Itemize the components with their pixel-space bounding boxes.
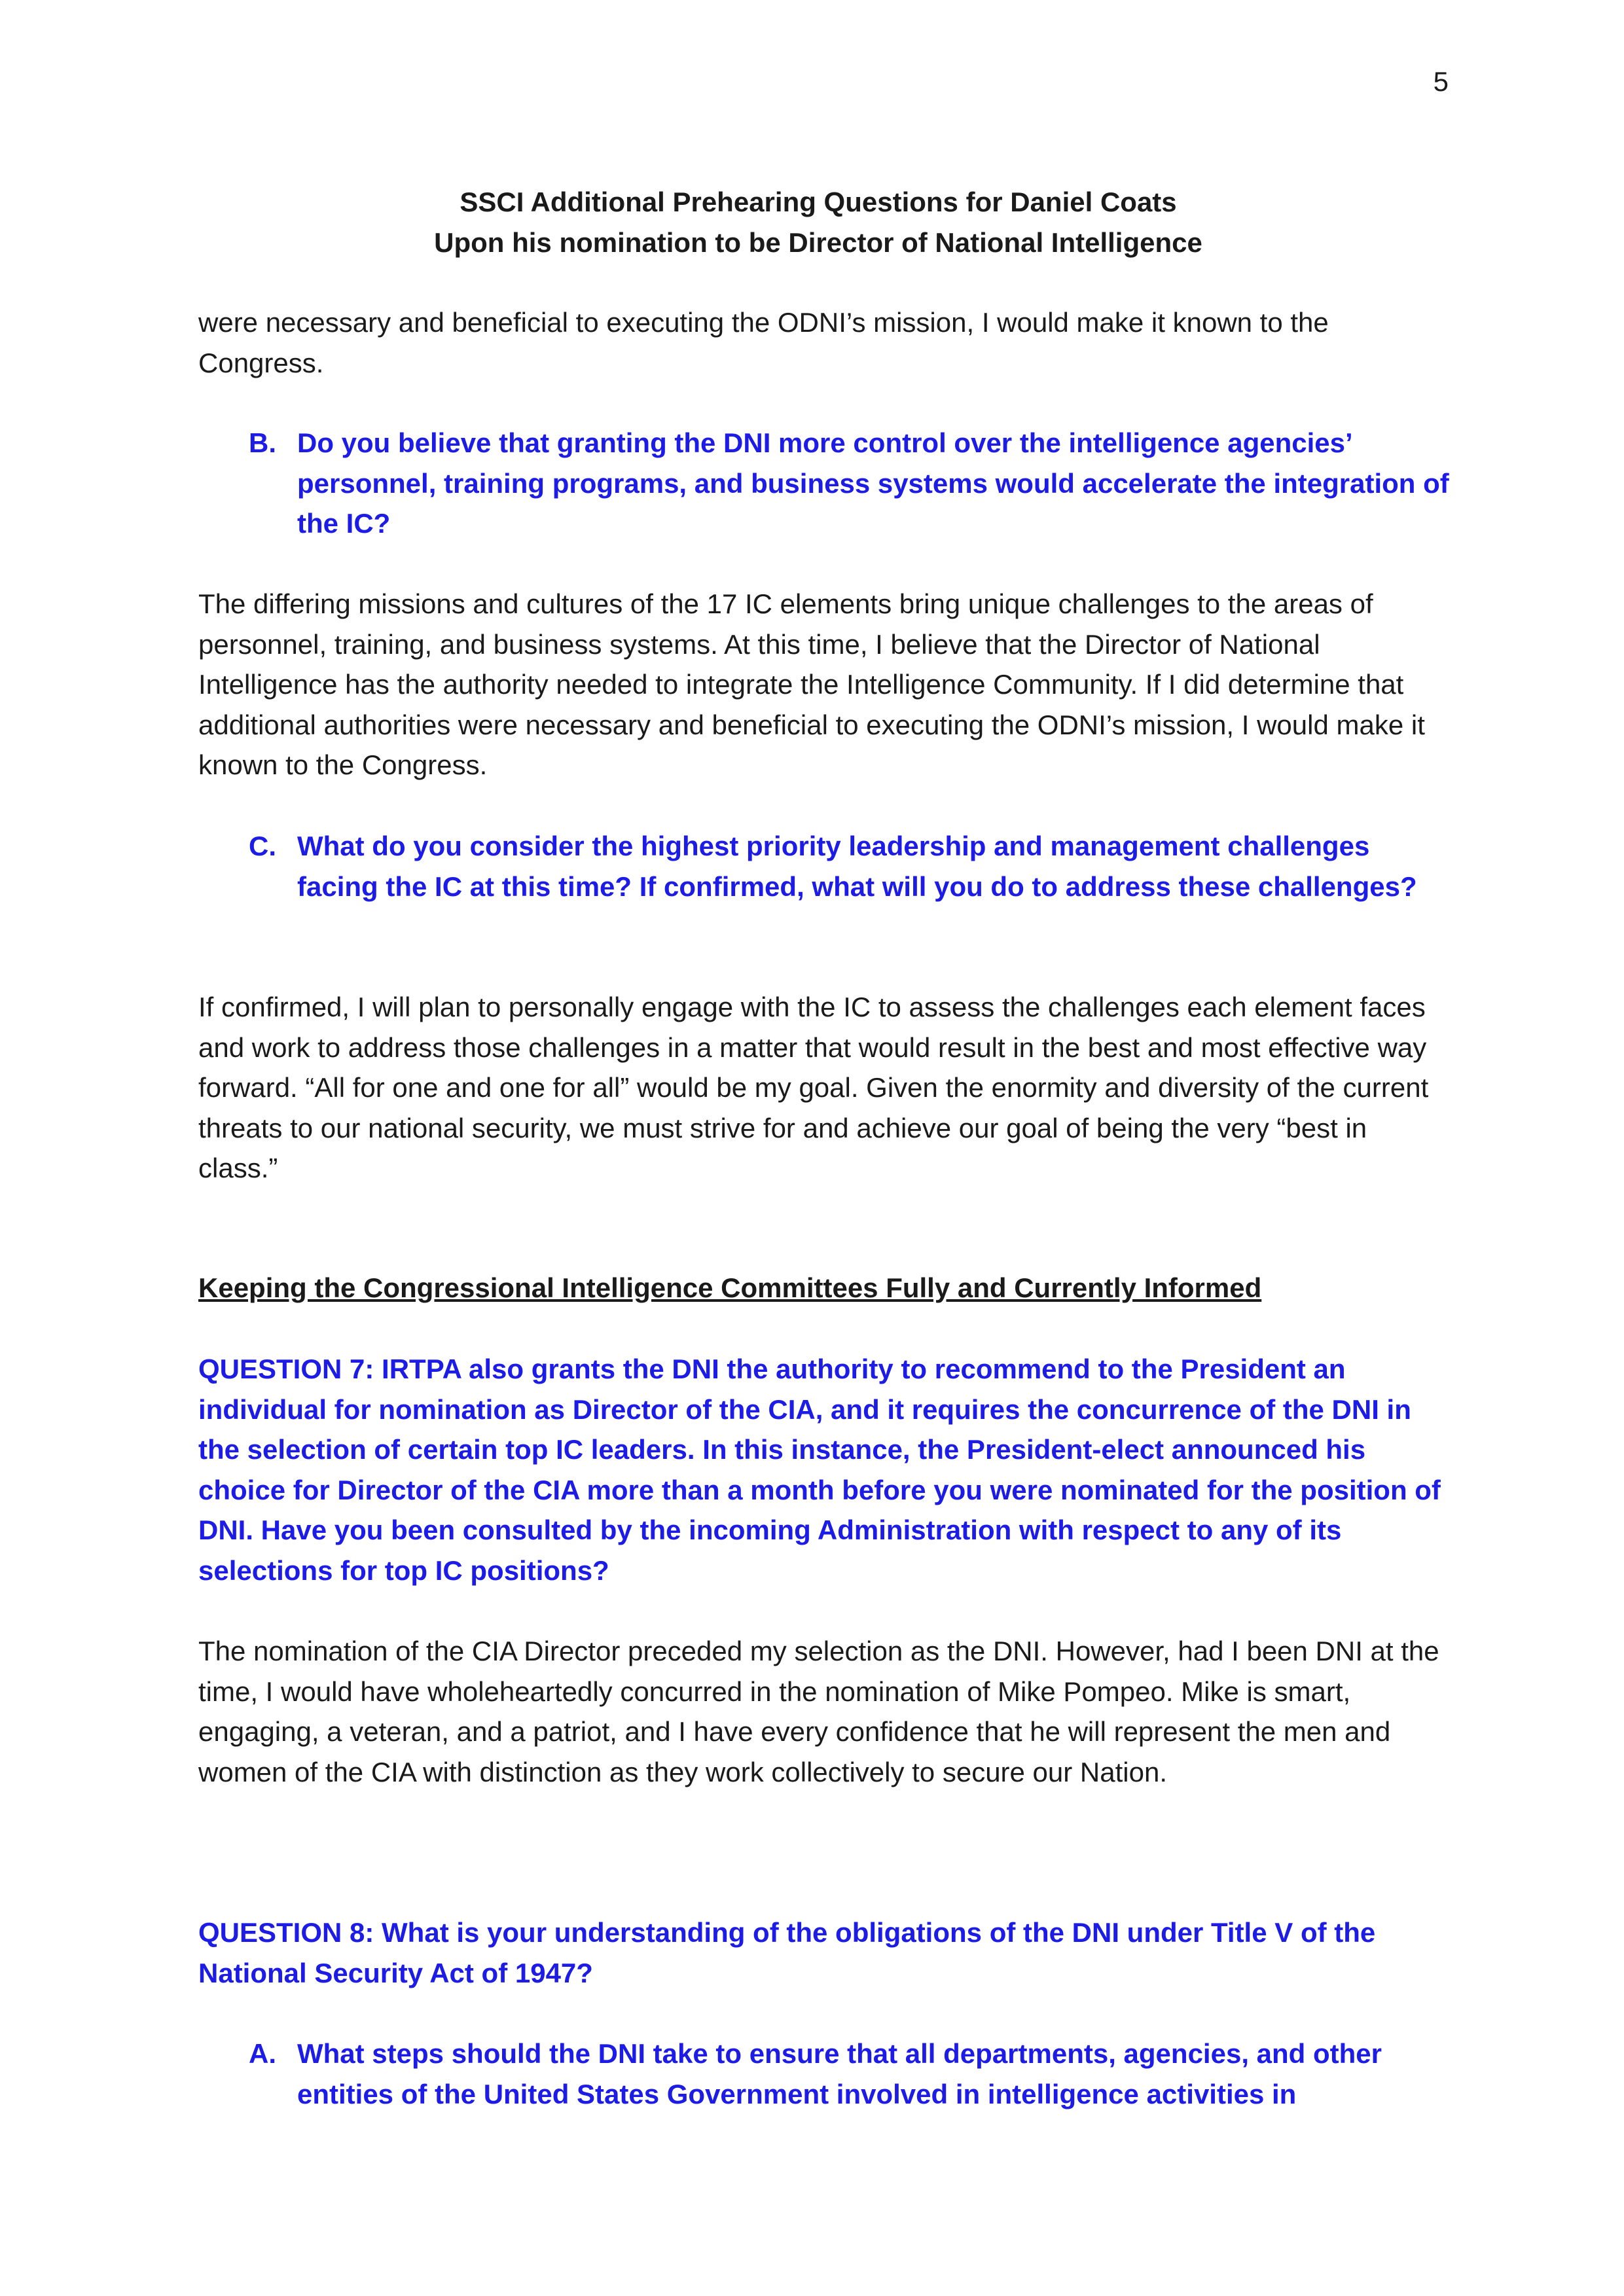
answer-7: The nomination of the CIA Director preceded my selection as the DNI. However, had I been DNI at the time, I would have wholeheartedly concurred in the nomination of Mike Pompeo. Mike is smart, engaging, a veteran, and a patriot, and I have every confidence that he will represent the men and women of the CIA with distinction as they work collectively to secure our Nation. xyxy=(198,1636,1439,1787)
question-8a-label: A. xyxy=(249,2038,276,2069)
question-8a-text: What steps should the DNI take to ensure that all departments, agencies, and other entities of the United States Government involved in intelligence activities in xyxy=(297,2038,1382,2109)
question-b-text: Do you believe that granting the DNI more control over the intelligence agencies’ personnel, training programs, and business systems would accelerate the integration of the IC? xyxy=(297,427,1449,539)
section-heading: Keeping the Congressional Intelligence Committees Fully and Currently Informed xyxy=(198,1272,1262,1303)
page-number: 5 xyxy=(1433,66,1449,97)
question-8a xyxy=(249,2034,1453,2114)
question-8: QUESTION 8: What is your understanding of the obligations of the DNI under Title V of the National Security Act of 1947? xyxy=(198,1917,1376,1988)
question-b-label: B. xyxy=(249,427,276,458)
question-b xyxy=(249,423,1453,544)
continuation-paragraph: were necessary and beneficial to executing the ODNI’s mission, I would make it known to the Congress. xyxy=(198,307,1329,378)
header-line-2: Upon his nomination to be Director of National Intelligence xyxy=(434,227,1202,258)
header-line-1: SSCI Additional Prehearing Questions for Daniel Coats xyxy=(460,187,1177,217)
document-header xyxy=(196,182,1440,263)
question-c xyxy=(249,826,1453,906)
question-c-label: C. xyxy=(249,831,276,861)
answer-b: The differing missions and cultures of the 17 IC elements bring unique challenges to the areas of personnel, training, and business systems. At this time, I believe that the Director of National Intelligence has the authority needed to integrate the Intelligence Community. If I did determine that additional authorities were necessary and beneficial to executing the ODNI’s mission, I would make it known to the Congress. xyxy=(198,588,1425,780)
question-7: QUESTION 7: IRTPA also grants the DNI the authority to recommend to the President an individual for nomination as Director of the CIA, and it requires the concurrence of the DNI in the selection of certain top IC leaders. In this instance, the President-elect announced his choice for Director of the CIA more than a month before you were nominated for the position of DNI. Have you been consulted by the incoming Administration with respect to any of its selections for top IC positions? xyxy=(198,1354,1441,1586)
question-c-text: What do you consider the highest priority leadership and management challenges facing the IC at this time? If confirmed, what will you do to address these challenges? xyxy=(297,831,1417,902)
answer-c: If confirmed, I will plan to personally engage with the IC to assess the challenges each element faces and work to address those challenges in a matter that would result in the best and most effective way forward. “All for one and one for all” would be my goal. Given the enormity and diversity of the current threats to our national security, we must strive for and achieve our goal of being the very “best in class.” xyxy=(198,992,1429,1183)
